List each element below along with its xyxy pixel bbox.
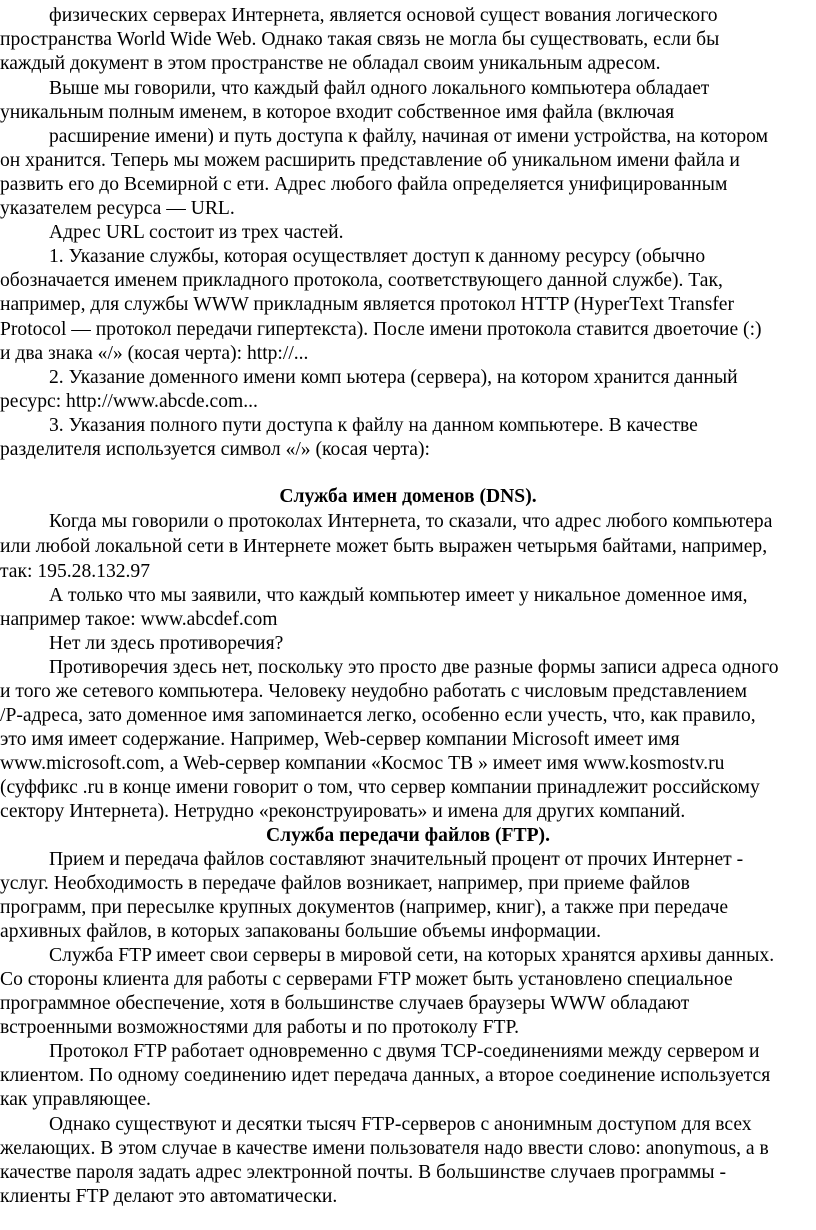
section-heading-dns: Служба имен доменов (DNS).: [279, 486, 537, 507]
text-line: качестве пароля задать адрес электронной почты. В большинстве случаев программы -: [0, 1162, 727, 1183]
text-line: например такое: www.abcdef.com: [0, 609, 278, 630]
text-line: А только что мы заявили, что каждый компьютер имеет у никальное доменное имя,: [49, 585, 748, 606]
text-line: (суффикс .ru в конце имени говорит о том, что сервер компании принадлежит российскому: [0, 777, 760, 798]
text-line: как управляющее.: [0, 1089, 151, 1110]
text-line: клиенты FTP делают это автоматически.: [0, 1186, 338, 1207]
text-line: Со стороны клиента для работы с серверами FTP может быть установлено специальное: [0, 969, 733, 990]
section-heading-ftp: Служба передачи файлов (FTP).: [266, 825, 550, 846]
text-line: Адрес URL состоит из трех частей.: [49, 222, 344, 243]
text-line: и того же сетевого компьютера. Человеку неудобно работать с числовым представлением: [0, 681, 748, 702]
text-line: архивных файлов, в которых запакованы большие объемы информации.: [0, 921, 602, 942]
text-line: Когда мы говорили о протоколах Интернета, то сказали, что адрес любого компьютера: [49, 511, 773, 532]
text-line: Прием и передача файлов составляют значительный процент от прочих Интернет -: [49, 849, 744, 870]
text-line: желающих. В этом случае в качестве имени пользователя надо ввести слово: anonymous, а в: [0, 1138, 769, 1159]
text-line: обозначается именем прикладного протокола, соответствующего данной службе). Так,: [0, 270, 723, 291]
text-line: так: 195.28.132.97: [0, 561, 151, 582]
text-line: Протокол FTP работает одновременно с двумя TCP-соединениями между сервером и: [49, 1041, 760, 1062]
text-line: встроенными возможностями для работы и по протоколу FTP.: [0, 1017, 520, 1038]
text-line: развить его до Всемирной с ети. Адрес любого файла определяется унифицированным: [0, 174, 728, 195]
text-line: пространства World Wide Web. Однако такая связь не могла бы существовать, если бы: [0, 29, 720, 50]
text-line: расширение имени) и путь доступа к файлу, начиная от имени устройства, на котором: [49, 126, 768, 147]
text-line: или любой локальной сети в Интернете может быть выражен четырьмя байтами, например,: [0, 536, 768, 557]
text-line: услуг. Необходимость в передаче файлов возникает, например, при приеме файлов: [0, 873, 690, 894]
text-line: указателем ресурса — URL.: [0, 198, 235, 219]
text-line: сектору Интернета). Нетрудно «реконструировать» и имена для других компаний.: [0, 801, 686, 822]
text-line: Protocol — протокол передачи гипертекста). После имени протокола ставится двоеточие (:): [0, 319, 762, 340]
text-line: Служба FTP имеет свои серверы в мировой сети, на которых хранятся архивы данных.: [49, 945, 775, 966]
text-line: Однако существуют и десятки тысяч FTP-серверов с анонимным доступом для всех: [49, 1114, 752, 1135]
text-line: каждый документ в этом пространстве не обладал своим уникальным адресом.: [0, 53, 661, 74]
text-line: 2. Указание доменного имени комп ьютера (сервера), на котором хранится данный: [49, 367, 738, 388]
text-line: уникальным полным именем, в которое входит собственное имя файла (включая: [0, 102, 675, 123]
text-line: www.microsoft.com, а Web-сервер компании «Космос ТВ » имеет имя www.kosmostv.ru: [0, 753, 725, 774]
text-line: и два знака «/» (косая черта): http://...: [0, 343, 309, 364]
text-line: ресурс: http://www.abcde.com...: [0, 391, 258, 412]
text-line: Противоречия здесь нет, поскольку это просто две разные формы записи адреса одного: [49, 657, 779, 678]
text-line: Выше мы говорили, что каждый файл одного локального компьютера обладает: [49, 78, 710, 99]
text-line: 1. Указание службы, которая осуществляет доступ к данному ресурсу (обычно: [49, 246, 706, 267]
text-line: например, для службы WWW прикладным является протокол HTTP (HyperText Transfer: [0, 294, 735, 315]
text-line: программное обеспечение, хотя в большинстве случаев браузеры WWW обладают: [0, 993, 690, 1014]
text-line: Нет ли здесь противоречия?: [49, 633, 284, 654]
text-line: программ, при пересылке крупных документов (например, книг), а также при передаче: [0, 897, 729, 918]
text-line: физических серверах Интернета, является основой сущест вования логического: [49, 5, 718, 26]
text-line: /Р-адреса, зато доменное имя запоминается легко, особенно если учесть, что, как правило,: [0, 705, 756, 726]
text-line: 3. Указания полного пути доступа к файлу на данном компьютере. В качестве: [49, 415, 698, 436]
text-line: это имя имеет содержание. Например, Web-сервер компании Microsoft имеет имя: [0, 729, 680, 750]
text-line: разделителя используется символ «/» (косая черта):: [0, 439, 430, 460]
text-line: клиентом. По одному соединению идет передача данных, а второе соединение используется: [0, 1065, 771, 1086]
text-line: он хранится. Теперь мы можем расширить представление об уникальном имени файла и: [0, 150, 740, 171]
